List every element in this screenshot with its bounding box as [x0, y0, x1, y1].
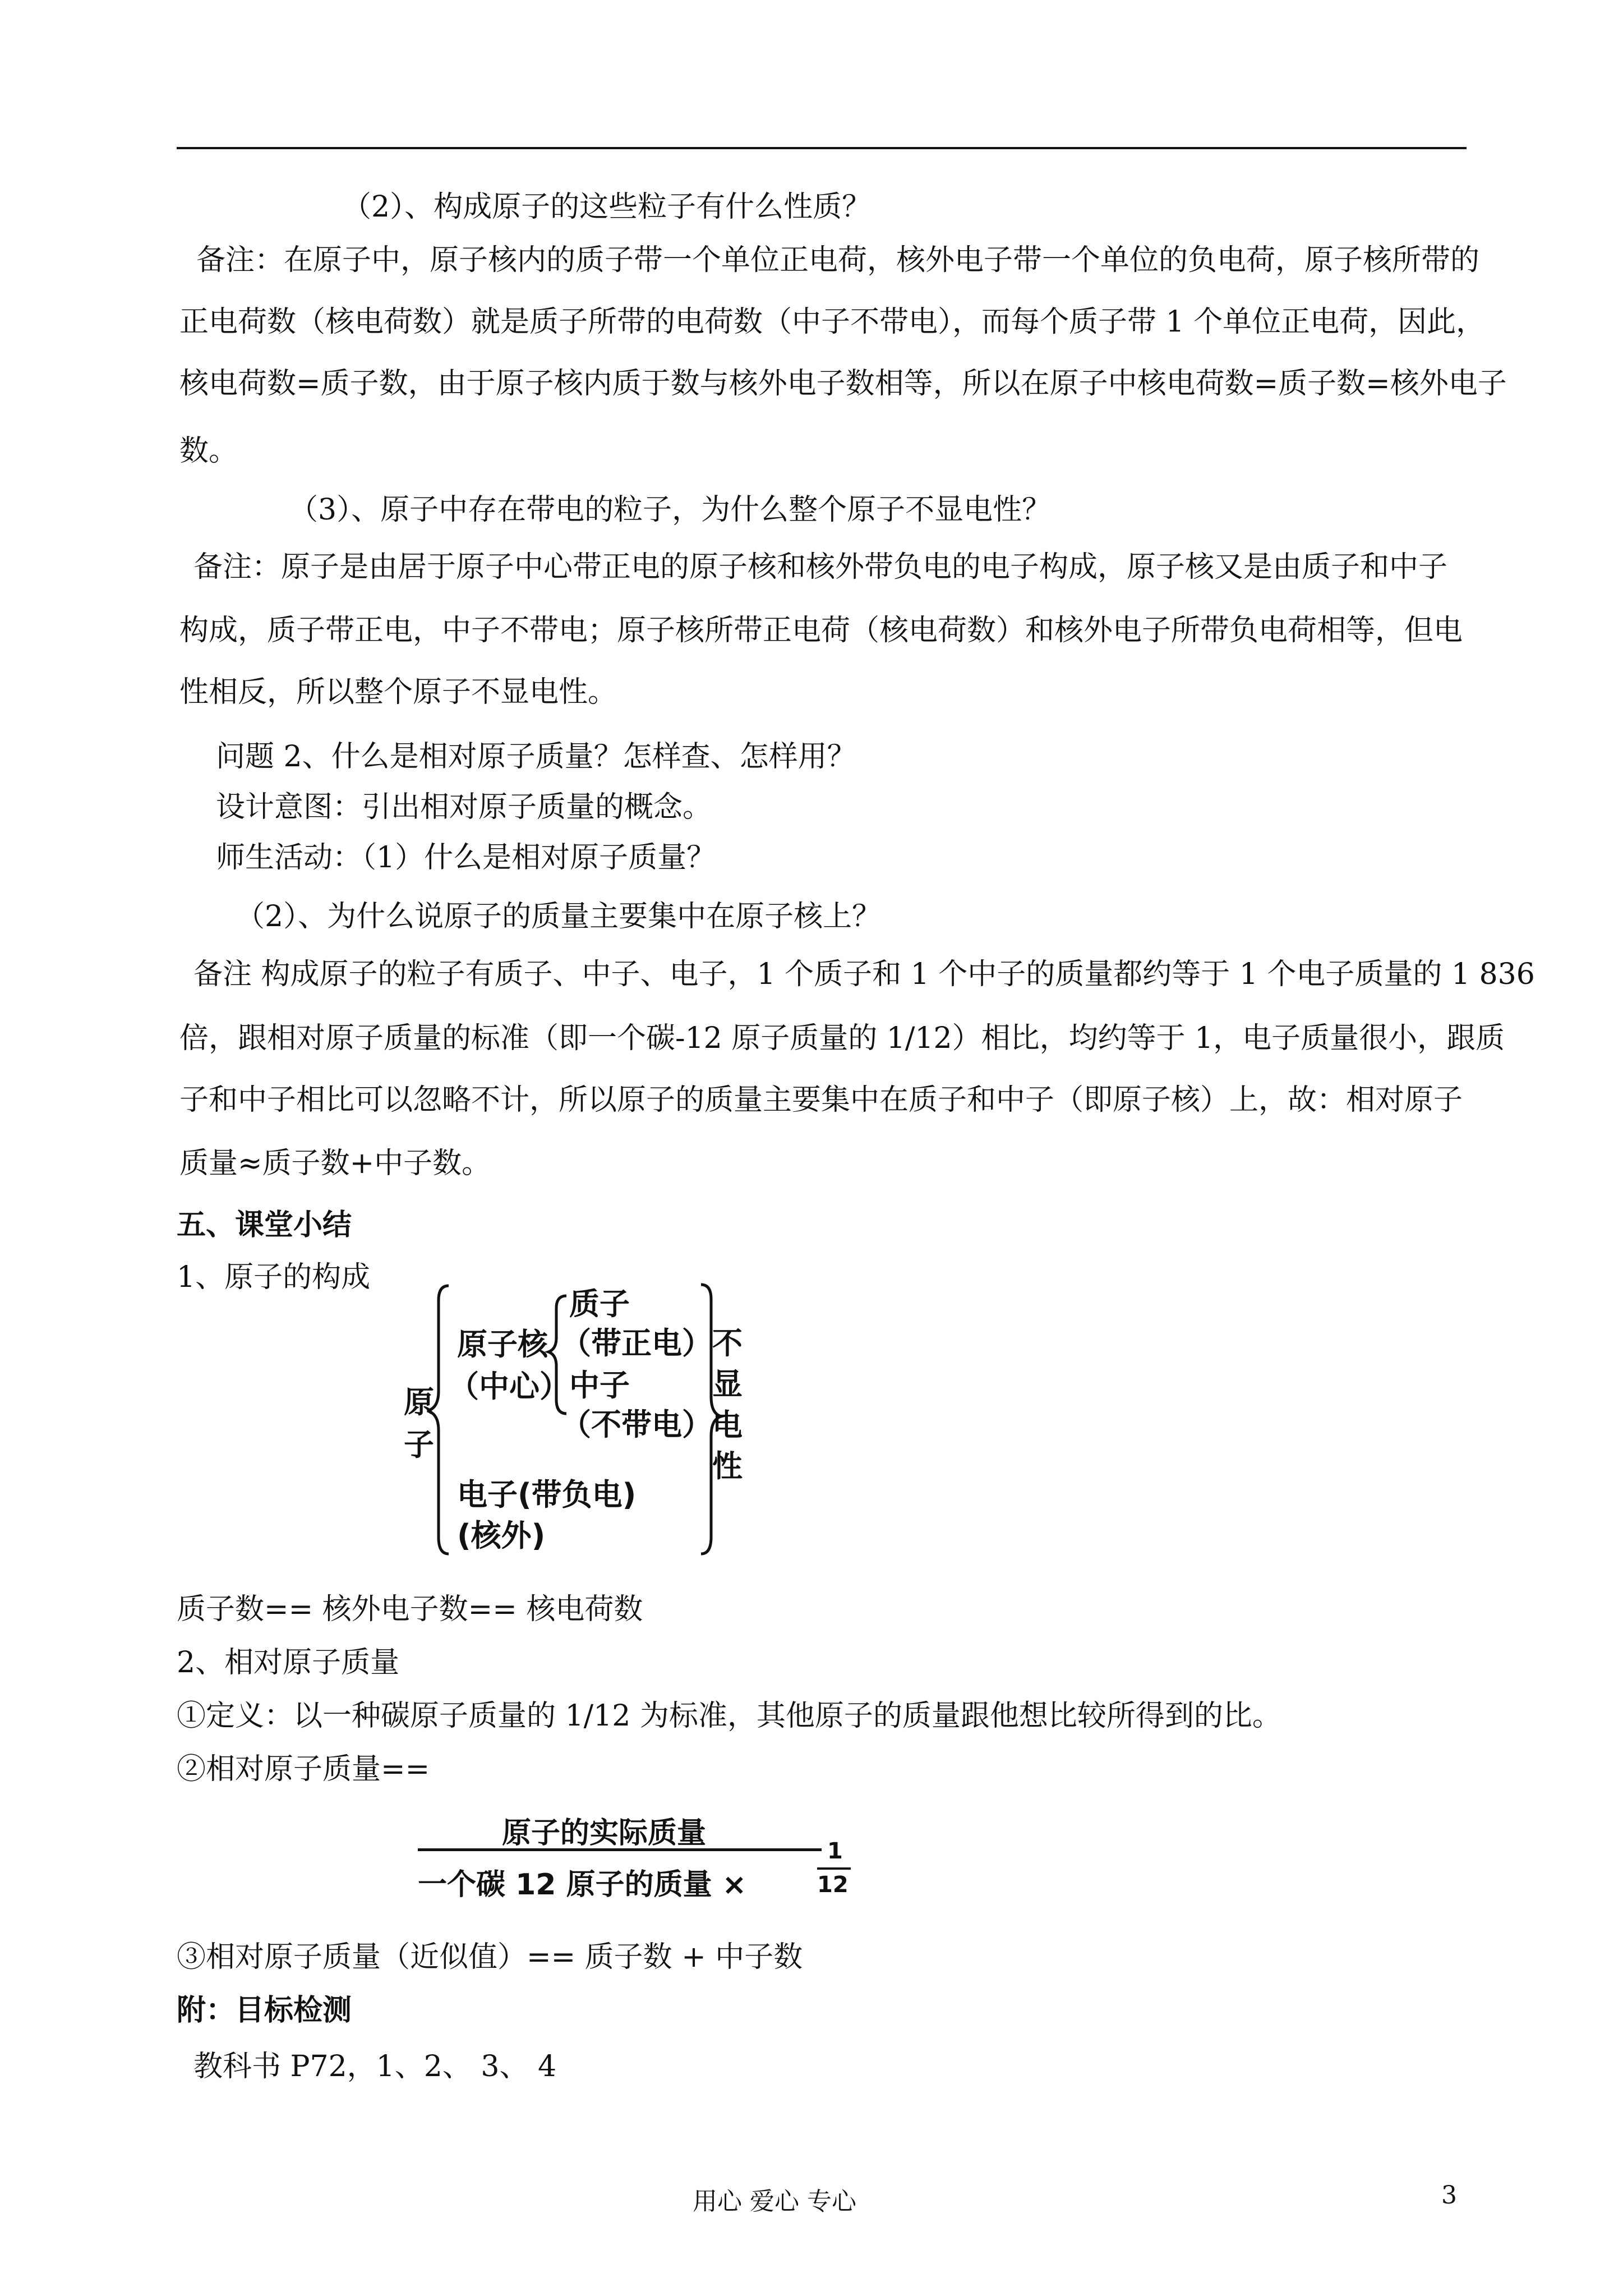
atom-char-1: 原: [404, 1384, 434, 1420]
note3-line-1: 备注 构成原子的粒子有质子、中子、电子，1 个质子和 1 个中子的质量都约等于 1 个电子质量的 1 836: [193, 958, 1535, 991]
electron-label: 电子(带负电): [457, 1477, 637, 1512]
atom-char-2: 子: [404, 1427, 434, 1462]
note-line-2: 正电荷数（核电荷数）就是质子所带的电荷数（中子不带电），而每个质子带 1 个单位正电荷，因此，: [179, 305, 1486, 339]
no-charge-char-4: 性: [712, 1448, 743, 1484]
relative-mass-label: ②相对原子质量==: [177, 1752, 430, 1786]
formula-small-denominator: 12: [817, 1872, 849, 1898]
design-intent: 设计意图：引出相对原子质量的概念。: [216, 790, 712, 824]
note2-line-2: 构成，质子带正电，中子不带电；原子核所带正电荷（核电荷数）和核外电子所带负电荷相等，但电: [179, 614, 1463, 647]
question-3: （3）、原子中存在带电的粒子，为什么整个原子不显电性？: [289, 493, 1052, 527]
proton-label: 质子: [569, 1286, 630, 1322]
note2-line-3: 性相反，所以整个原子不显电性。: [179, 675, 617, 709]
no-charge-char-1: 不: [712, 1326, 743, 1361]
note-line-1: 备注：在原子中，原子核内的质子带一个单位正电荷，核外电子带一个单位的负电荷，原子核所带的: [196, 243, 1480, 277]
neutron-label: 中子: [569, 1368, 630, 1403]
question-2: （2）、构成原子的这些粒子有什么性质？: [342, 190, 872, 224]
charge-equality: 质子数== 核外电子数== 核电荷数: [177, 1593, 643, 1626]
problem-2: 问题 2、什么是相对原子质量？怎样查、怎样用？: [216, 740, 856, 774]
no-charge-char-2: 显: [712, 1366, 743, 1402]
approximate-mass: ③相对原子质量（近似值）== 质子数 + 中子数: [177, 1940, 803, 1974]
definition: ①定义：以一种碳原子质量的 1/12 为标准，其他原子的质量跟他想比较所得到的比。: [177, 1699, 1281, 1733]
atom-structure-diagram: [387, 1273, 751, 1565]
section-5-title: 五、课堂小结: [177, 1208, 352, 1242]
outer-left-brace: [427, 1286, 449, 1554]
note3-line-2: 倍，跟相对原子质量的标准（即一个碳-12 原子质量的 1/12）相比，均约等于 1，电子质量很小，跟质: [179, 1022, 1505, 1055]
note3-line-3: 子和中子相比可以忽略不计，所以原子的质量主要集中在质子和中子（即原子核）上，故：相对原子: [179, 1083, 1463, 1117]
note-line-3: 核电荷数=质子数，由于原子核内质于数与核外电子数相等，所以在原子中核电荷数=质子数=核外电子: [179, 367, 1507, 401]
neutron-charge-label: （不带电）: [561, 1407, 712, 1442]
formula-small-numerator: 1: [827, 1838, 843, 1864]
appendix-title: 附：目标检测: [177, 1994, 352, 2027]
note-line-4: 数。: [179, 434, 238, 468]
formula-denominator: 一个碳 12 原子的质量 ×: [418, 1868, 747, 1902]
teacher-activity: 师生活动：（1）什么是相对原子质量？: [216, 841, 716, 875]
textbook-exercises: 教科书 P72，1、2、 3、 4: [193, 2050, 557, 2083]
formula-small-fraction-bar: [817, 1867, 851, 1870]
question-mass: （2）、为什么说原子的质量主要集中在原子核上？: [236, 900, 882, 933]
formula-fraction-bar: [418, 1848, 822, 1851]
formula-numerator: 原子的实际质量: [502, 1816, 707, 1850]
item-2-title: 2、相对原子质量: [177, 1646, 400, 1680]
relative-mass-formula: [418, 1809, 861, 1910]
note3-line-4: 质量≈质子数+中子数。: [179, 1147, 491, 1180]
footer-motto: 用心 爱心 专心: [693, 2187, 856, 2216]
proton-charge-label: （带正电）: [561, 1326, 712, 1361]
page-number: 3: [1441, 2181, 1457, 2210]
item-1-title: 1、原子的构成: [177, 1260, 371, 1294]
note2-line-1: 备注：原子是由居于原子中心带正电的原子核和核外带负电的电子构成，原子核又是由质子和中子: [193, 550, 1448, 584]
nucleus-center-label: （中心）: [449, 1369, 570, 1404]
header-rule: [177, 147, 1467, 149]
nucleus-label: 原子核: [457, 1327, 548, 1362]
no-charge-char-3: 电: [712, 1407, 743, 1443]
electron-outside-label: (核外): [457, 1518, 546, 1553]
